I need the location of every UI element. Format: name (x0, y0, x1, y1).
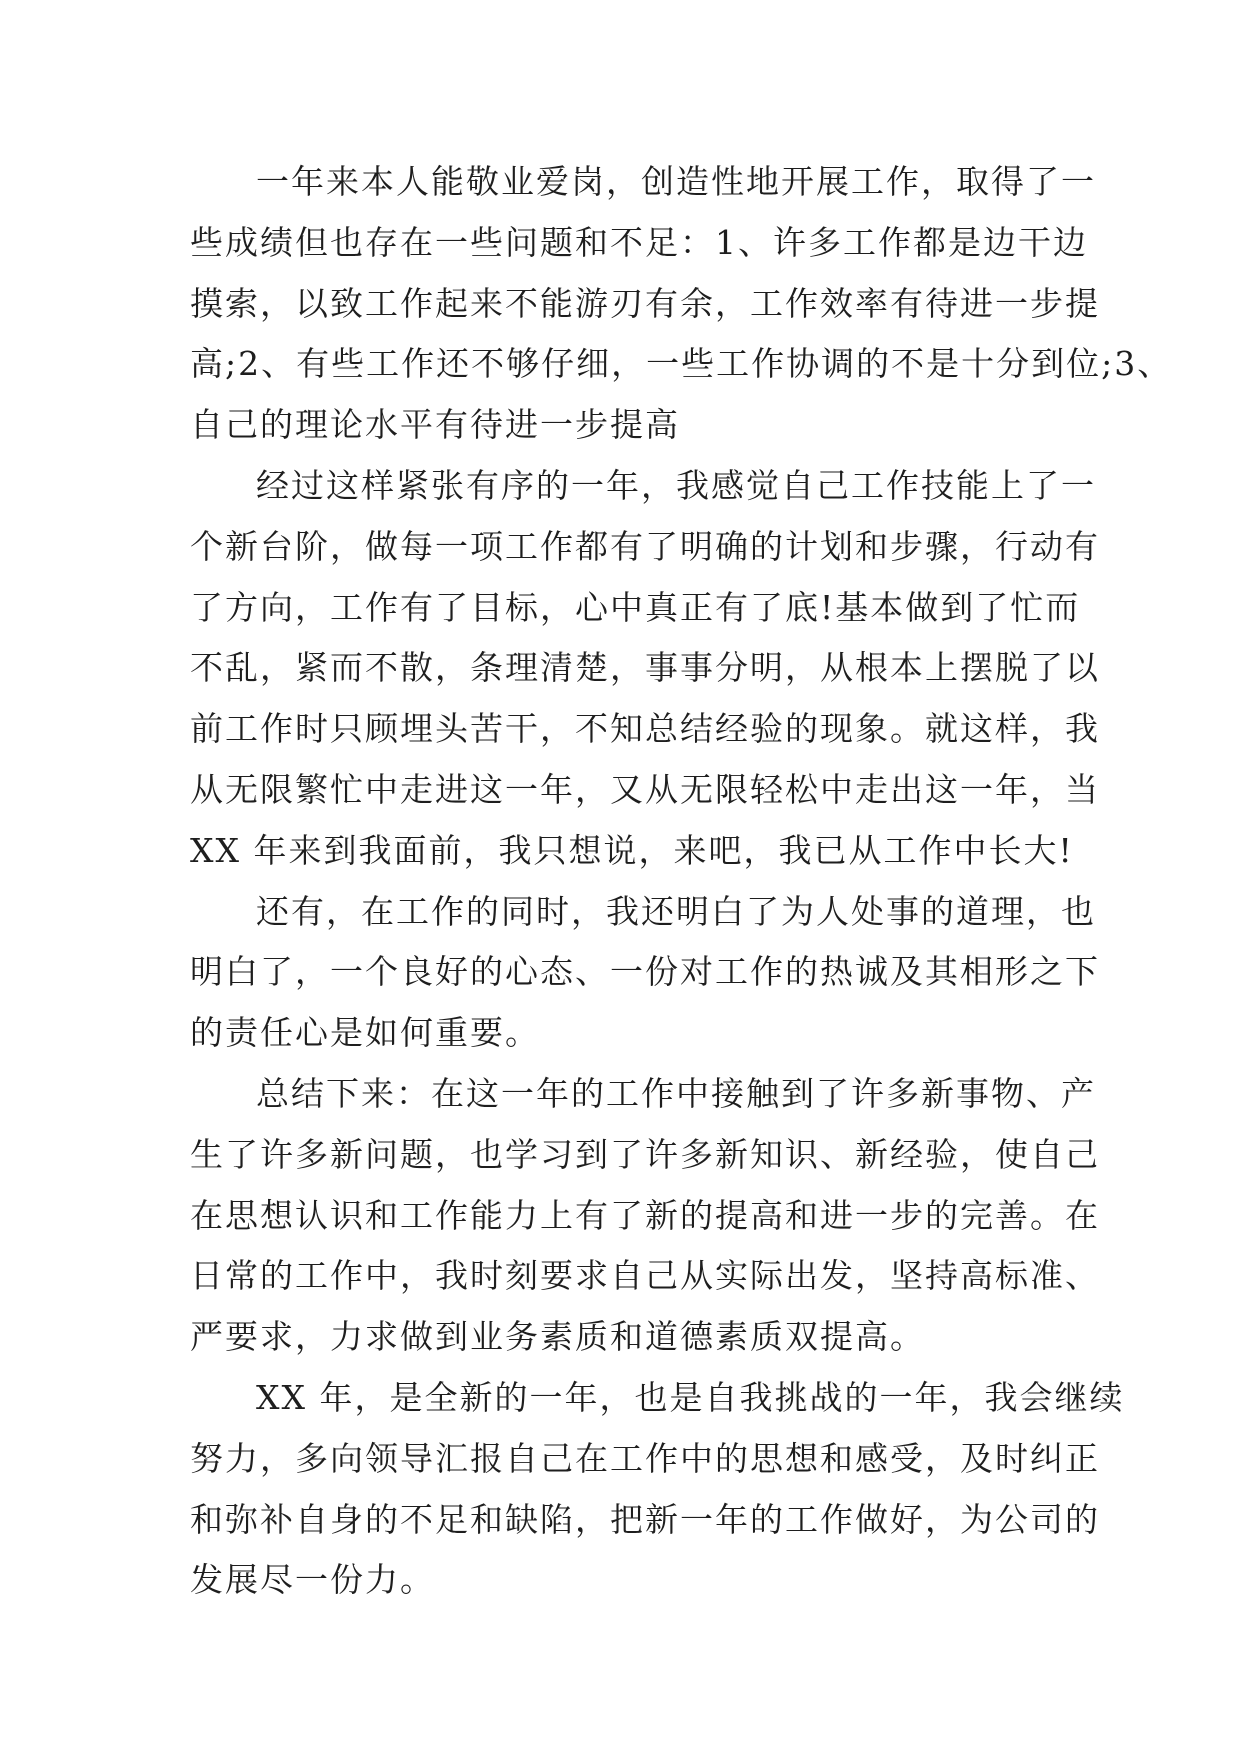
paragraph-2 (190, 456, 1100, 882)
paragraph-1 (190, 152, 1173, 456)
text-line: 了方向，工作有了目标，心中真正有了底!基本做到了忙而 (190, 587, 1081, 627)
text-line: 些成绩但也存在一些问题和不足：1、许多工作都是边干边 (190, 222, 1088, 262)
text-line: 日常的工作中，我时刻要求自己从实际出发，坚持高标准、 (190, 1256, 1100, 1296)
text-line: 总结下来：在这一年的工作中接触到了许多新事物、产 (256, 1073, 1096, 1113)
text-line: 努力，多向领导汇报自己在工作中的思想和感受，及时纠正 (190, 1438, 1100, 1478)
text-line: 经过这样紧张有序的一年，我感觉自己工作技能上了一 (256, 465, 1096, 505)
paragraph-4 (190, 1064, 1100, 1368)
text-line: 还有，在工作的同时，我还明白了为人处事的道理，也 (256, 891, 1096, 931)
text-line: 在思想认识和工作能力上有了新的提高和进一步的完善。在 (190, 1195, 1100, 1235)
text-line: 严要求，力求做到业务素质和道德素质双提高。 (190, 1317, 925, 1357)
text-line: 生了许多新问题，也学习到了许多新知识、新经验，使自己 (190, 1134, 1100, 1174)
text-line: 从无限繁忙中走进这一年，又从无限轻松中走出这一年，当 (190, 769, 1100, 809)
text-line: 摸索，以致工作起来不能游刃有余，工作效率有待进一步提 (190, 283, 1100, 323)
text-line: XX 年来到我面前，我只想说，来吧，我已从工作中长大! (190, 830, 1074, 870)
text-line: 和弥补自身的不足和缺陷，把新一年的工作做好，为公司的 (190, 1499, 1100, 1539)
text-line: 发展尽一份力。 (190, 1560, 435, 1600)
paragraph-3 (190, 882, 1100, 1064)
text-line: 自己的理论水平有待进一步提高 (190, 405, 680, 445)
paragraph-5 (190, 1368, 1125, 1611)
text-line: 前工作时只顾埋头苦干，不知总结经验的现象。就这样，我 (190, 709, 1100, 749)
text-line: 明白了，一个良好的心态、一份对工作的热诚及其相形之下 (190, 952, 1100, 992)
text-line: 一年来本人能敬业爱岗，创造性地开展工作，取得了一 (256, 162, 1096, 201)
text-line: 不乱，紧而不散，条理清楚，事事分明，从根本上摆脱了以 (190, 648, 1100, 688)
text-line: 个新台阶，做每一项工作都有了明确的计划和步骤，行动有 (190, 526, 1100, 566)
text-line: 的责任心是如何重要。 (190, 1013, 540, 1053)
text-line: XX 年，是全新的一年，也是自我挑战的一年，我会继续 (256, 1377, 1125, 1417)
text-line: 高;2、有些工作还不够仔细，一些工作协调的不是十分到位;3、 (190, 344, 1173, 384)
document-body (190, 152, 1173, 1611)
